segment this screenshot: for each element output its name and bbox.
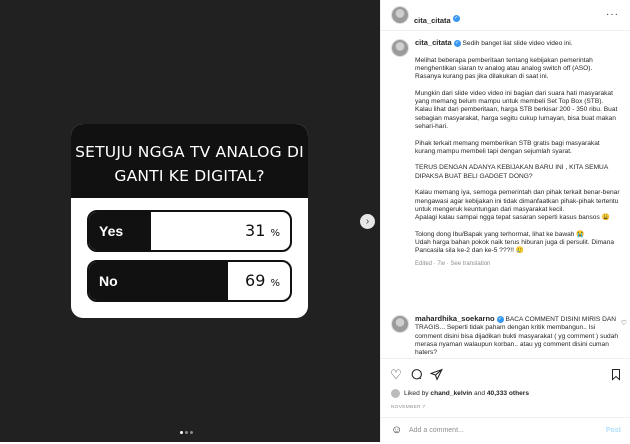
share-paper-plane-icon[interactable] xyxy=(429,368,443,382)
post-caption xyxy=(415,39,620,268)
verified-badge-icon: ✓ xyxy=(454,15,459,22)
author-avatar[interactable] xyxy=(391,6,409,24)
poll-question xyxy=(71,124,308,198)
verified-badge-icon: ✓ xyxy=(498,315,503,322)
comment-text: BACA COMMENT DISINI MIRIS DAN TRAGIS... Seperti tidak paham dengan kritik membangun.. Isi comment disini bisa dijadikan bukti masyarakat ( yg comment ) sudah merasa nyaman walaupun korban.. atau yg comment disini cuman haters? xyxy=(415,316,619,357)
caption-author-username[interactable]: cita_citata xyxy=(415,38,452,47)
carousel-dot xyxy=(185,431,188,434)
add-comment-bar xyxy=(381,417,630,444)
comment xyxy=(415,315,620,357)
caption-paragraph: Melihat beberapa pemberitaan tentang kebijakan pemerintah menghentikan siaran tv analog atau analog switch off (ASO). Rasanya kurang pas jika dilakukan di saat ini. xyxy=(415,56,593,81)
edited-label: Edited · 7w xyxy=(415,261,446,268)
like-heart-icon[interactable]: ♡ xyxy=(390,367,402,382)
post-comment-button[interactable]: Post xyxy=(605,427,621,434)
poll-option-label: Yes xyxy=(99,223,124,239)
comment-bubble-icon[interactable] xyxy=(409,368,423,382)
post-actions xyxy=(381,358,630,443)
poll-option-percent: 31 % xyxy=(245,221,280,240)
carousel-next-icon[interactable]: › xyxy=(360,214,375,229)
carousel-dot xyxy=(190,431,193,434)
poll-option-label: No xyxy=(99,273,118,289)
poll-question-line1: SETUJU NGGA TV ANALOG DI xyxy=(75,143,304,161)
post-sidebar xyxy=(380,0,630,442)
poll-option-percent: 69 % xyxy=(245,271,280,290)
carousel-dots xyxy=(180,421,195,427)
liked-mid: and xyxy=(472,390,487,397)
comments-scroll-area[interactable] xyxy=(381,31,630,358)
see-translation-link[interactable]: See translation xyxy=(450,261,491,268)
caption-meta: Edited · 7w · See translation xyxy=(415,261,491,268)
likes-summary xyxy=(391,390,529,397)
like-comment-icon[interactable]: ♡ xyxy=(620,320,627,327)
more-options-icon[interactable]: ··· xyxy=(606,9,619,20)
carousel-dot-active xyxy=(180,431,183,434)
poll-option-yes xyxy=(87,210,292,252)
liked-prefix: Liked by xyxy=(404,390,431,397)
post-header xyxy=(381,0,630,31)
caption-first-line: Sedih banget liat slide video video ini. xyxy=(462,40,573,47)
author-name-row xyxy=(414,10,460,28)
author-username[interactable]: cita_citata xyxy=(414,16,451,25)
save-bookmark-icon[interactable] xyxy=(609,368,623,382)
commenter-avatar[interactable] xyxy=(391,315,409,333)
add-comment-input[interactable]: Add a comment... xyxy=(409,427,464,434)
emoji-icon[interactable]: ☺ xyxy=(391,424,403,436)
commenter-username[interactable]: mahardhika_soekarno xyxy=(415,314,495,323)
poll-question-line2: GANTI KE DIGITAL? xyxy=(114,167,265,185)
poll-option-no xyxy=(87,260,292,302)
liker-avatar xyxy=(391,389,400,398)
caption-paragraph: Kalau memang iya, semoga pemerintah dan pihak terkait benar-benar mengawasi agar kebijakan ini tidak dimanfaatkan pihak-pihak tertentu untuk mengeruk keuntungan dari masyarakat kecil. Apalagi kalau sampai ngga tepat sasaran seperti kasus bansos 😩 xyxy=(415,189,620,222)
liked-user[interactable]: chand_kelvin xyxy=(430,390,473,397)
caption-author-avatar[interactable] xyxy=(391,39,409,57)
caption-paragraph: TERUS DENGAN ADANYA KEBIJAKAN BARU INI , KITA SEMUA DIPAKSA BUAT BELI GADGET DONG? xyxy=(415,164,608,180)
liked-count[interactable]: 40,333 others xyxy=(486,390,530,397)
verified-badge-icon: ✓ xyxy=(455,39,460,46)
caption-paragraph: Pihak terkait memang memberikan STB gratis bagi masyarakat kurang mampu membeli tapi dengan sejumlah syarat. xyxy=(415,139,600,155)
post-date: NOVEMBER 7 xyxy=(391,405,426,410)
poll-card xyxy=(71,124,308,318)
caption-paragraph: Tolong dong Ibu/Bapak yang terhormat, lihat ke bawah 😭 Udah harga bahan pokok naik terus hiburan juga di persulit. Dimana Pancasila sila ke-2 dan ke-5 ???!! 🥲 xyxy=(415,230,615,255)
caption-paragraph: Mungkin dari slide video video ini bagian dari suara hati masyarakat yang memang belum mampu untuk membeli Set Top Box (STB). Kalau lihat dari pemberitaan, harga STB berkisar 200 - 350 ribu. Buat sebagian masyarakat, harga segitu cukup lumayan, bisa buat makan sehari-hari. xyxy=(415,89,618,130)
